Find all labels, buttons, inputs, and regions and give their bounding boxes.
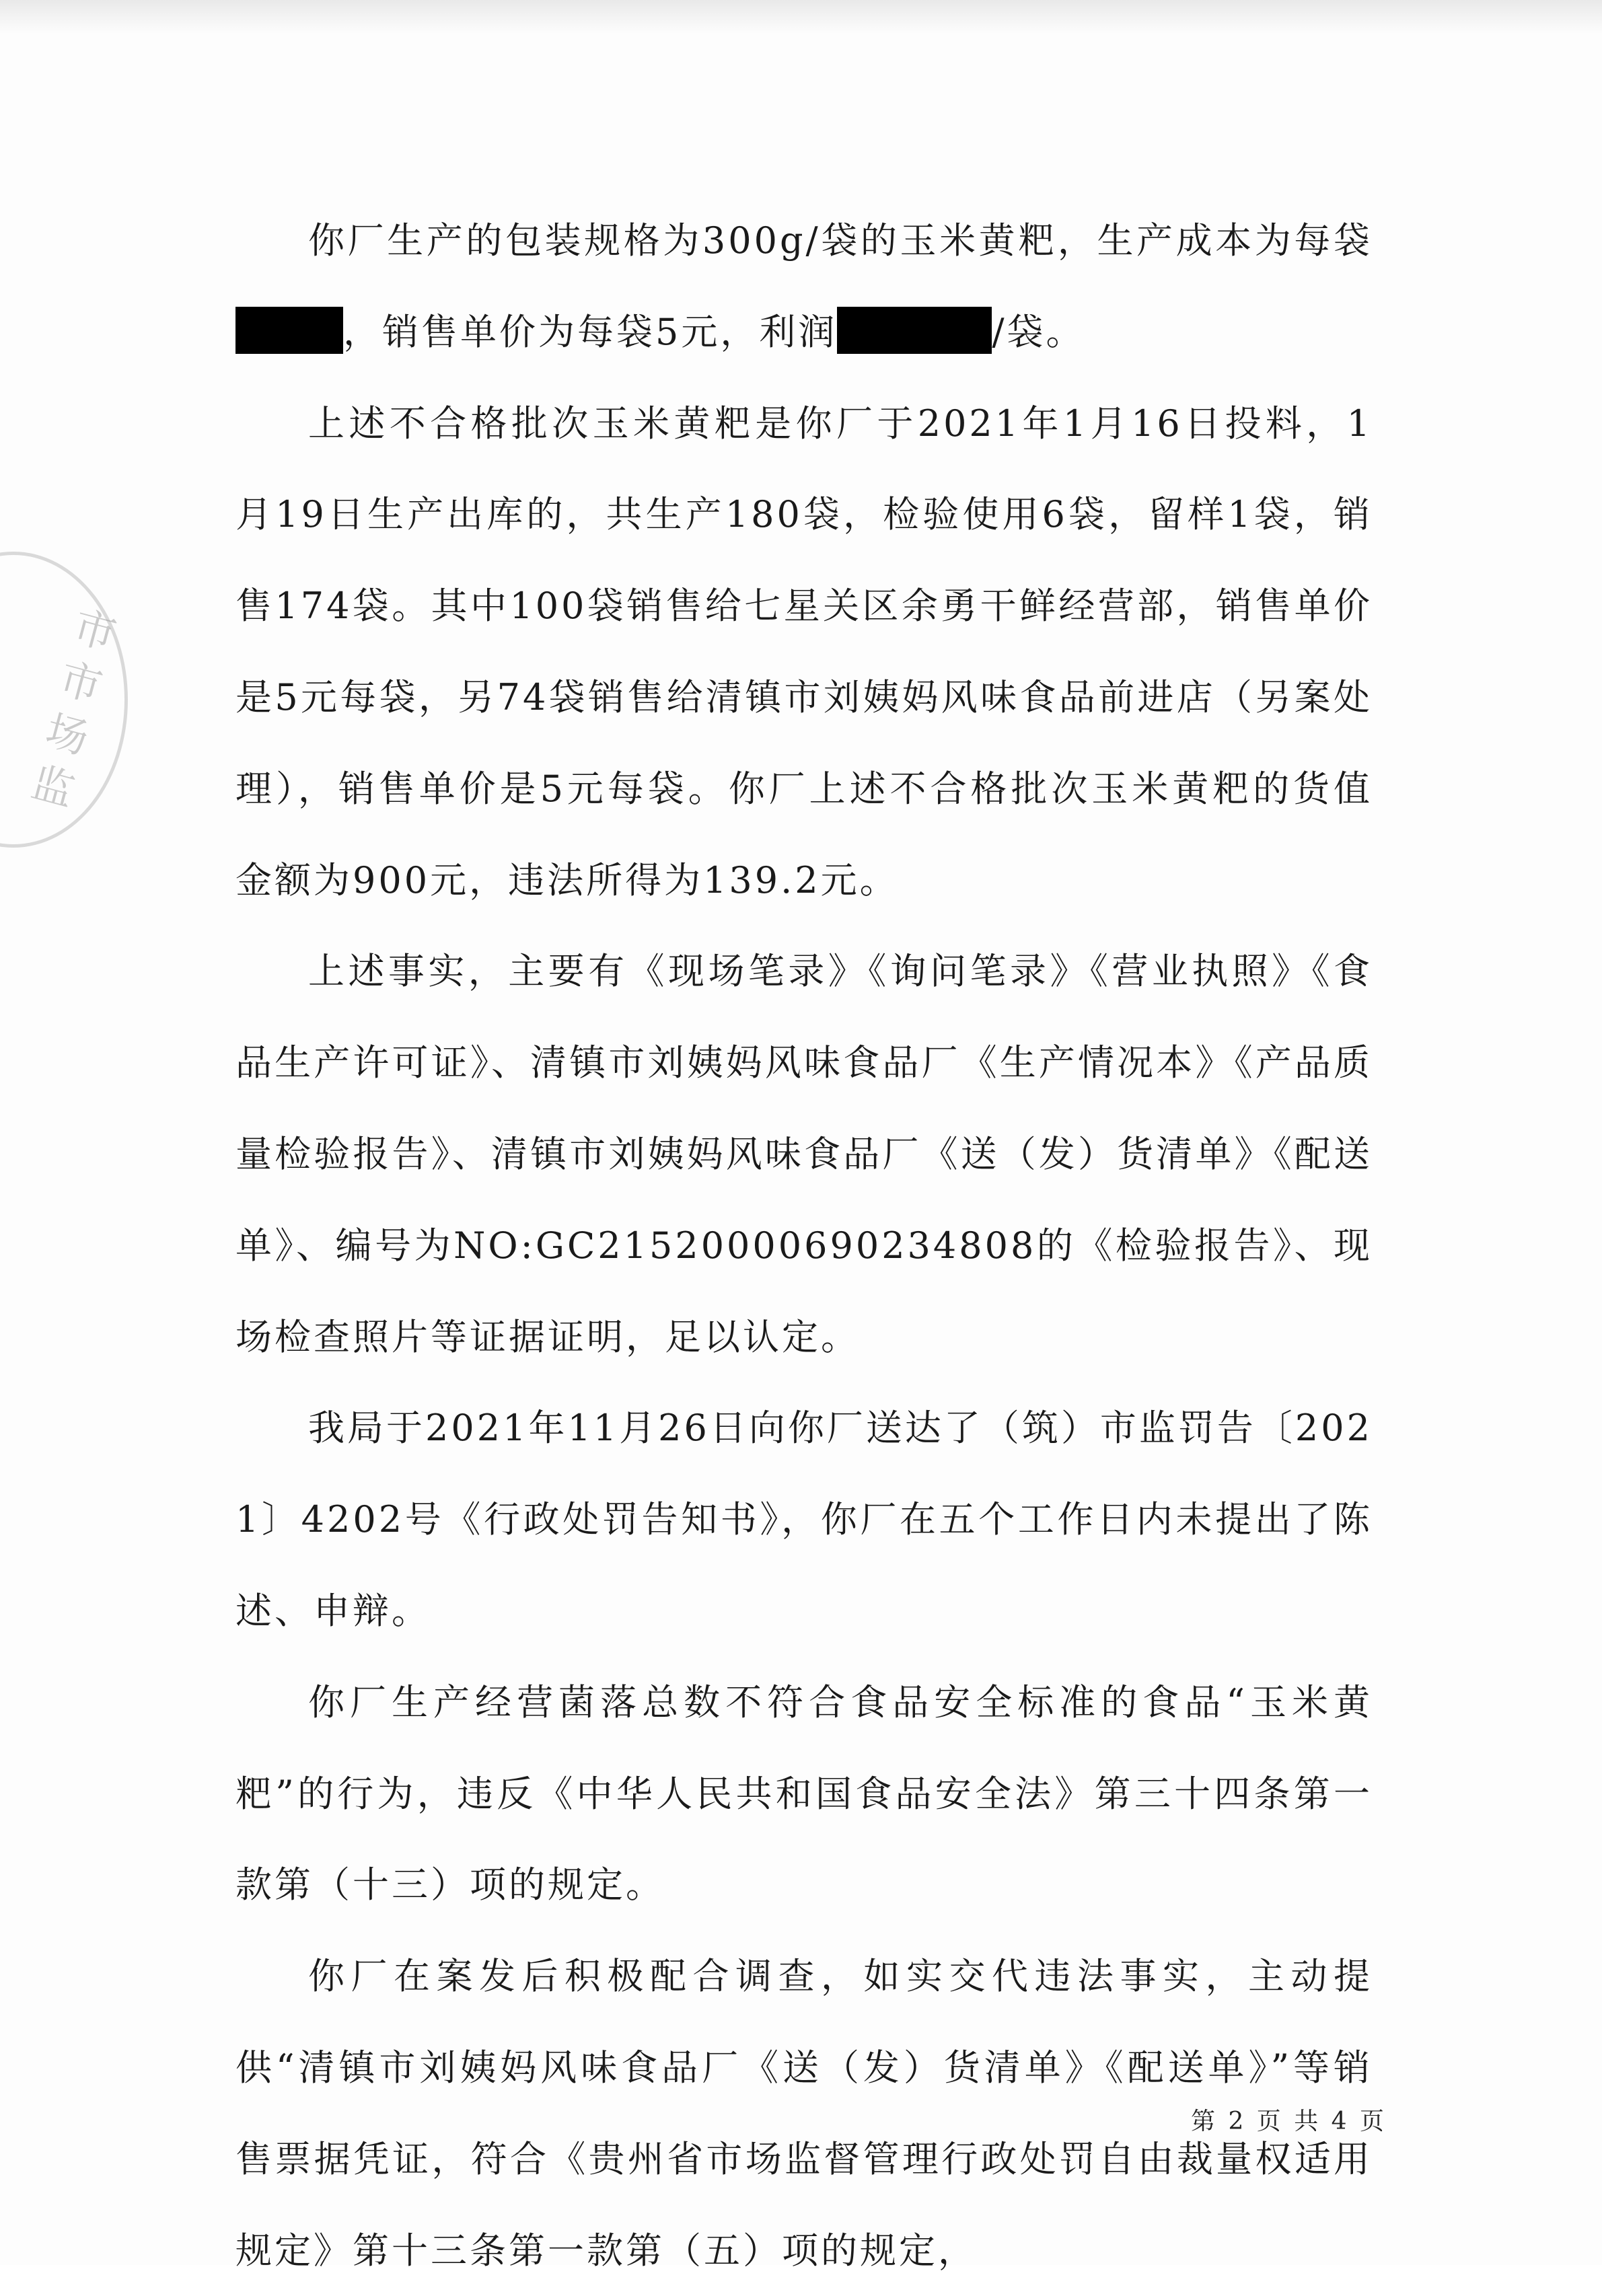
paragraph-cost-price xyxy=(235,195,1373,378)
paragraph-mitigation: 你厂在案发后积极配合调查，如实交代违法事实，主动提供“清镇市刘姨妈风味食品厂《送（发）货清单》《配送单》”等销售票据凭证，符合《贵州省市场监督管理行政处罚自由裁量权适用规定》第十三条第一款第（五）项的规定， xyxy=(235,1955,1373,2272)
paragraph-batch-sales: 上述不合格批次玉米黄粑是你厂于2021年1月16日投料，1月19日生产出库的，共生产180袋，检验使用6袋，留样1袋，销售174袋。其中100袋销售给七星关区余勇干鲜经营部，销售单价是5元每袋，另74袋销售给清镇市刘姨妈风味食品前进店（另案处理），销售单价是5元每袋。你厂上述不合格批次玉米黄粑的货值金额为900元，违法所得为139.2元。 xyxy=(235,402,1373,901)
page-number: 第 2 页 共 4 页 xyxy=(1191,2108,1387,2135)
paragraph-evidence: 上述事实，主要有《现场笔录》《询问笔录》《营业执照》《食品生产许可证》、清镇市刘姨妈风味食品厂《生产情况本》《产品质量检验报告》、清镇市刘姨妈风味食品厂《送（发）货清单》《配送单》、编号为NO:GC21520000690234808的《检验报告》、现场检查照片等证据证明，足以认定。 xyxy=(235,950,1373,1358)
redaction-block xyxy=(235,307,343,354)
seal-text: 市市场监 xyxy=(26,601,122,816)
redaction-block xyxy=(837,307,992,354)
paragraph-cost-text-3: /袋。 xyxy=(992,310,1085,353)
paragraph-violation: 你厂生产经营菌落总数不符合食品安全标准的食品“玉米黄粑”的行为，违反《中华人民共和国食品安全法》第三十四条第一款第（十三）项的规定。 xyxy=(235,1680,1373,1906)
scan-edge xyxy=(0,0,1602,34)
paragraph-cost-text-2: ，销售单价为每袋5元，利润 xyxy=(343,310,838,353)
paragraph-notice-served: 我局于2021年11月26日向你厂送达了（筑）市监罚告〔2021〕4202号《行政处罚告知书》，你厂在五个工作日内未提出了陈述、申辩。 xyxy=(235,1407,1373,1632)
document-body xyxy=(235,195,1373,2296)
paragraph-cost-text-1: 你厂生产的包装规格为300g/袋的玉米黄粑，生产成本为每袋 xyxy=(308,219,1373,262)
